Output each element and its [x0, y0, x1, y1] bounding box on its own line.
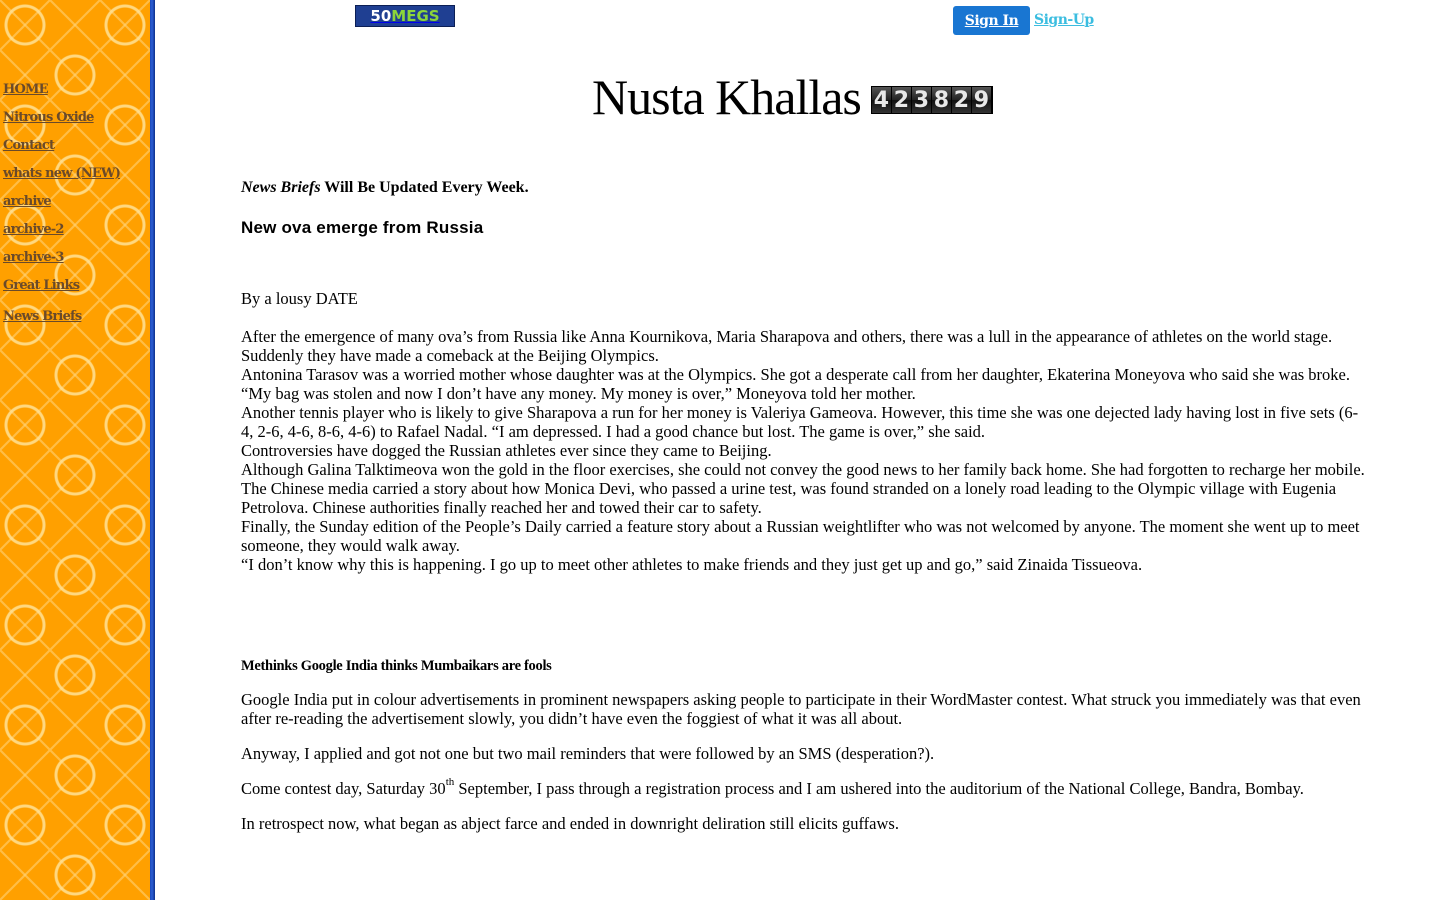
- article-2-paragraph: In retrospect now, what began as abject farce and ended in downright deliration still elicits guffaws.: [241, 814, 899, 833]
- article-byline: By a lousy DATE: [241, 289, 358, 308]
- article-paragraph: The Chinese media carried a story about how Monica Devi, who passed a urine test, was found stranded on a lonely road leading to the Olympic village with Eugenia Petrolova. Chinese authorities finally reached her and towed their car to safety.: [241, 479, 1337, 517]
- sign-up-link[interactable]: Sign-Up: [1034, 12, 1094, 28]
- badge-word: MEGS: [391, 7, 440, 25]
- article-paragraph: Another tennis player who is likely to give Sharapova a run for her money is Valeriya Gameova. However, this time she was one dejected lady having lost in five sets (6-4, 2-6, 4-6, 8-6, 4-6) to Rafael Nadal. “I am depressed. I had a good chance but lost. The game is over,” she said.: [241, 403, 1359, 441]
- intro-text: Will Be Updated Every Week.: [320, 179, 529, 196]
- article-2-paragraph: [241, 775, 1366, 798]
- article-body: [241, 327, 1366, 574]
- counter-digit: 2: [892, 87, 912, 113]
- nav-link-archive[interactable]: archive: [3, 194, 51, 209]
- article-heading: New ova emerge from Russia: [241, 218, 484, 237]
- article-paragraph: Antonina Tarasov was a worried mother whose daughter was at the Olympics. She got a desperate call from her daughter, Ekaterina Moneyova who said she was broke. “My bag was stolen and now I don’t have any money. My money is over,” Moneyova told her mother.: [241, 365, 1351, 403]
- article-paragraph: Finally, the Sunday edition of the People’s Daily carried a feature story about a Russian weightlifter who was not welcomed by anyone. The moment she went up to meet someone, they would walk away.: [241, 517, 1360, 555]
- intro-line: [241, 178, 1366, 197]
- article-2-paragraph: Google India put in colour advertisements in prominent newspapers asking people to participate in their WordMaster contest. What struck you immediately was that even after re-reading the advertisement slowly, you didn’t have even the foggiest of what it was all about.: [241, 690, 1361, 728]
- counter-digit: 2: [952, 87, 972, 113]
- page-header: [592, 68, 993, 126]
- nav-link-home[interactable]: HOME: [3, 82, 48, 97]
- host-logo-badge[interactable]: [355, 5, 455, 27]
- article-paragraph: Controversies have dogged the Russian athletes ever since they came to Beijing.: [241, 441, 772, 460]
- article-2-heading: Methinks Google India thinks Mumbaikars are fools: [241, 658, 552, 674]
- article-paragraph: Suddenly they have made a comeback at the Beijing Olympics.: [241, 346, 659, 365]
- nav-link-great-links[interactable]: Great Links: [3, 278, 80, 293]
- article-paragraph: Although Galina Talktimeova won the gold in the floor exercises, she could not convey the good news to her family back home. She had forgotten to recharge her mobile.: [241, 460, 1365, 479]
- badge-number: 50: [370, 7, 392, 25]
- contest-date-text: Come contest day, Saturday 30: [241, 779, 446, 798]
- sign-in-button[interactable]: Sign In: [953, 6, 1030, 35]
- counter-digit: 9: [972, 87, 992, 113]
- nav-link-archive-3[interactable]: archive-3: [3, 250, 64, 265]
- nav-link-contact[interactable]: Contact: [3, 138, 55, 153]
- hit-counter: [871, 86, 993, 114]
- intro-emphasis: News Briefs: [241, 179, 321, 196]
- date-ordinal: th: [445, 775, 455, 788]
- sidebar-border: [150, 0, 155, 900]
- article-paragraph: “I don’t know why this is happening. I go up to meet other athletes to make friends and they just get up and go,” said Zinaida Tissueova.: [241, 555, 1143, 574]
- main-content: [241, 178, 1366, 833]
- nav-link-nitrous-oxide[interactable]: Nitrous Oxide: [3, 110, 94, 125]
- sidebar-nav: [3, 78, 120, 333]
- counter-digit: 4: [872, 87, 892, 113]
- counter-digit: 3: [912, 87, 932, 113]
- nav-link-news-briefs[interactable]: News Briefs: [3, 309, 82, 324]
- article-2-paragraph: Anyway, I applied and got not one but two mail reminders that were followed by an SMS (desperation?).: [241, 744, 935, 763]
- nav-link-archive-2[interactable]: archive-2: [3, 222, 64, 237]
- nav-link-whats-new[interactable]: whats new (NEW): [3, 166, 121, 181]
- counter-digit: 8: [932, 87, 952, 113]
- article-paragraph: After the emergence of many ova’s from Russia like Anna Kournikova, Maria Sharapova and others, there was a lull in the appearance of athletes on the world stage.: [241, 327, 1333, 346]
- sidebar: [0, 0, 150, 900]
- contest-venue-text: September, I pass through a registration process and I am ushered into the auditorium of the National College, Bandra, Bombay.: [454, 779, 1304, 798]
- page-title: Nusta Khallas: [592, 69, 861, 125]
